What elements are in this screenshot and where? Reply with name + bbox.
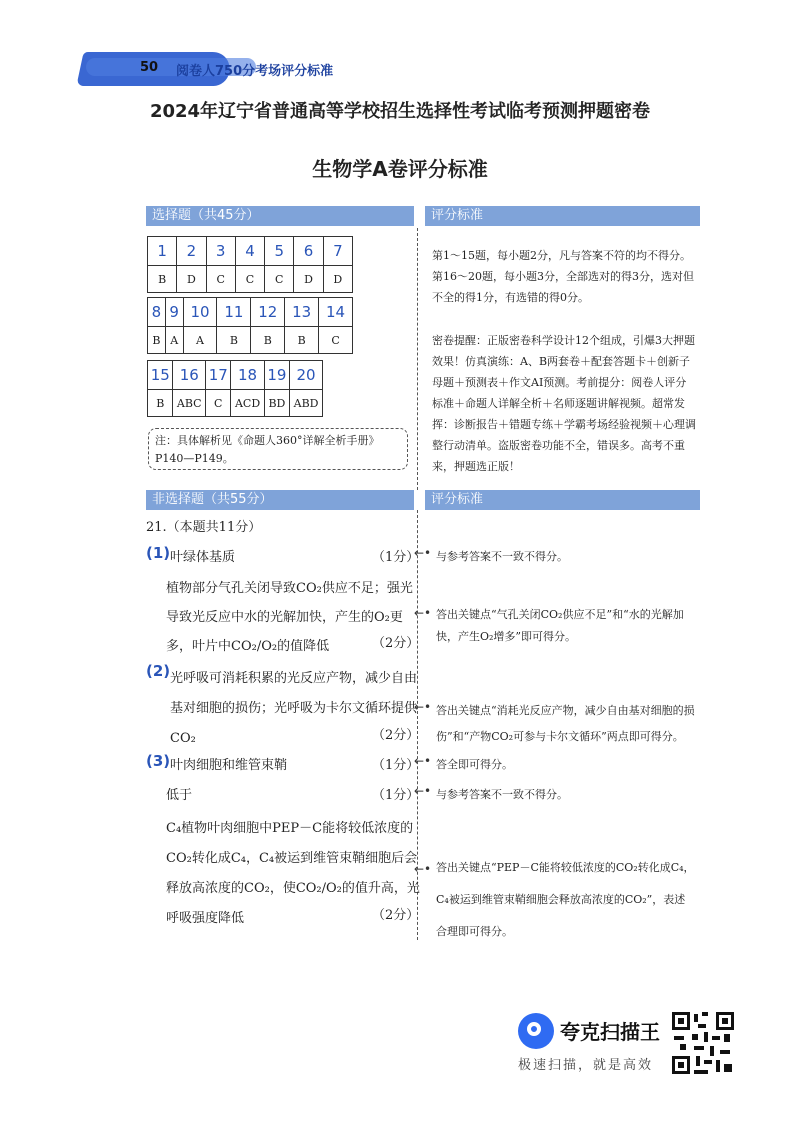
arrow-icon: ←• — [414, 754, 432, 768]
answer-line: 光呼吸可消耗积累的光反应产物，减少自由 — [170, 671, 418, 686]
answer-cell: B — [217, 327, 251, 354]
promo-line: 密卷提醒：正版密卷科学设计12个组成，引爆3大押题 — [432, 334, 695, 347]
comment-line: 答出关键点“消耗光反应产物，减少自由基对细胞的损 — [436, 704, 695, 717]
comment-line: C₄被运到维管束鞘细胞会释放高浓度的CO₂”，表述 — [436, 893, 686, 906]
answer-cell: ABC — [173, 390, 206, 417]
nonchoice-grading-header: 评分标准 — [425, 490, 700, 510]
bracket-arrow-icon: ←• — [414, 606, 432, 620]
column-divider — [417, 228, 418, 490]
rule-line: 不全的得1分，有选错的得0分。 — [432, 291, 589, 304]
answer-table-2 — [147, 297, 353, 354]
answer-cell: C — [235, 266, 264, 293]
question-number: 20 — [290, 361, 323, 390]
answer-table-3 — [147, 360, 323, 417]
question-number: 13 — [285, 298, 319, 327]
score: （1分） — [372, 758, 420, 773]
answer-table-1 — [147, 236, 353, 293]
answer-cell: ABD — [290, 390, 323, 417]
answer-line: 多，叶片中CO₂/O₂的值降低 — [166, 639, 330, 654]
answer-cell: C — [206, 266, 235, 293]
answer-cell: C — [319, 327, 353, 354]
grading-comment: 与参考答案不一致不得分。 — [436, 550, 568, 563]
answer-cell: B — [148, 327, 166, 354]
answer-cell: D — [177, 266, 206, 293]
answer-cell: B — [148, 266, 177, 293]
paper-subtitle: 生物学A卷评分标准 — [312, 157, 488, 181]
choice-section-header: 选择题（共45分） — [146, 206, 414, 226]
bracket-arrow-icon: ←• — [414, 700, 432, 714]
answer-cell: D — [294, 266, 323, 293]
answer-cell: B — [148, 390, 173, 417]
rule-line: 第1～15题，每小题2分，凡与答案不符的均不得分。 — [432, 249, 691, 262]
question-number: 2 — [177, 237, 206, 266]
page-number: 50 — [140, 60, 159, 75]
answer-line: 呼吸强度降低 — [166, 911, 245, 926]
question-number: 9 — [165, 298, 183, 327]
answer-line: C₄植物叶肉细胞中PEP－C能将较低浓度的 — [166, 821, 414, 836]
question-21-label: 21.（本题共11分） — [146, 520, 262, 535]
nonchoice-section-header: 非选择题（共55分） — [146, 490, 414, 510]
promo-text — [432, 330, 700, 477]
series-title: 阅卷人750分考场评分标准 — [176, 64, 334, 79]
answer-line: 基对细胞的损伤；光呼吸为卡尔文循环提供 — [170, 701, 418, 716]
question-number: 1 — [148, 237, 177, 266]
part-2-number: (2) — [146, 662, 171, 680]
qr-code-graphic — [670, 1010, 736, 1076]
answer-cell: C — [206, 390, 231, 417]
question-number: 16 — [173, 361, 206, 390]
scanner-slogan: 极速扫描，就是高效 — [518, 1058, 654, 1073]
comment-line: 快，产生O₂增多”即可得分。 — [436, 630, 577, 643]
part-1a-answer: 叶绿体基质 — [170, 550, 236, 565]
question-number: 3 — [206, 237, 235, 266]
analysis-note — [148, 428, 408, 470]
arrow-icon: ←• — [414, 546, 432, 560]
question-number: 6 — [294, 237, 323, 266]
note-line: 注：具体解析见《命题人360°详解全析手册》 — [155, 434, 380, 447]
part-1-number: (1) — [146, 544, 171, 562]
answer-line: CO₂ — [170, 731, 196, 746]
score: （1分） — [372, 788, 420, 803]
question-21-header — [146, 516, 261, 535]
answer-cell: B — [251, 327, 285, 354]
grading-comment: 答全即可得分。 — [436, 758, 513, 771]
question-number: 14 — [319, 298, 353, 327]
answer-cell: BD — [264, 390, 289, 417]
scanner-brand: 夸克扫描王 — [560, 1020, 660, 1044]
exam-title: 2024年辽宁省普通高等学校招生选择性考试临考预测押题密卷 — [149, 101, 651, 122]
answer-cell: A — [183, 327, 217, 354]
grading-comment: 与参考答案不一致不得分。 — [436, 788, 568, 801]
answer-cell: D — [323, 266, 352, 293]
question-number: 17 — [206, 361, 231, 390]
answer-line: 导致光反应中水的光解加快，产生的O₂更 — [166, 610, 403, 625]
scanner-logo-icon — [518, 1013, 554, 1049]
note-line: P140—P149。 — [155, 452, 234, 465]
grading-comment — [436, 698, 700, 750]
part-3a-answer: 叶肉细胞和维管束鞘 — [170, 758, 288, 773]
choice-grading-header: 评分标准 — [425, 206, 700, 226]
score: （1分） — [372, 550, 420, 565]
bracket-arrow-icon: ←• — [414, 862, 432, 876]
answer-cell: A — [165, 327, 183, 354]
comment-line: 答出关键点“PEP－C能将较低浓度的CO₂转化成C₄， — [436, 861, 695, 874]
promo-line: 母题＋预测表＋作文AI预测。考前提分：阅卷人评分 — [432, 376, 687, 389]
question-number: 10 — [183, 298, 217, 327]
arrow-icon: ←• — [414, 784, 432, 798]
promo-line: 效果！仿真演练：A、B两套卷＋配套答题卡＋创新子 — [432, 355, 691, 368]
question-number: 4 — [235, 237, 264, 266]
promo-line: 整行动清单。盗版密卷功能不全，错误多。高考不重 — [432, 439, 685, 452]
question-number: 7 — [323, 237, 352, 266]
question-number: 12 — [251, 298, 285, 327]
question-number: 8 — [148, 298, 166, 327]
promo-line: 挥：诊断报告＋错题专练＋学霸考场经验视频＋心理调 — [432, 418, 696, 431]
answer-line: 释放高浓度的CO₂，使CO₂/O₂的值升高，光 — [166, 881, 420, 896]
question-number: 11 — [217, 298, 251, 327]
comment-line: 答出关键点“气孔关闭CO₂供应不足”和“水的光解加 — [436, 608, 684, 621]
score: （2分） — [372, 636, 420, 651]
part-3-number: (3) — [146, 752, 171, 770]
question-number: 19 — [264, 361, 289, 390]
comment-line: 伤”和“产物CO₂可参与卡尔文循环”两点即可得分。 — [436, 730, 684, 743]
part-3b-answer: 低于 — [166, 788, 193, 803]
grading-comment — [436, 604, 700, 648]
grading-rules — [432, 245, 700, 308]
score: （2分） — [372, 908, 420, 923]
answer-cell: C — [265, 266, 294, 293]
qr-code-icon — [670, 1010, 736, 1076]
question-number: 15 — [148, 361, 173, 390]
answer-cell: ACD — [231, 390, 264, 417]
question-number: 18 — [231, 361, 264, 390]
question-number: 5 — [265, 237, 294, 266]
promo-line: 标准＋命题人详解全析＋名师逐题讲解视频。超常发 — [432, 397, 685, 410]
answer-line: 植物部分气孔关闭导致CO₂供应不足；强光 — [166, 581, 413, 596]
rule-line: 第16～20题，每小题3分，全部选对的得3分，选对但 — [432, 270, 694, 283]
answer-cell: B — [285, 327, 319, 354]
promo-line: 来，押题选正版！ — [432, 460, 520, 473]
answer-line: CO₂转化成C₄，C₄被运到维管束鞘细胞后会 — [166, 851, 418, 866]
score: （2分） — [372, 728, 420, 743]
comment-line: 合理即可得分。 — [436, 925, 513, 938]
grading-comment — [436, 852, 700, 948]
